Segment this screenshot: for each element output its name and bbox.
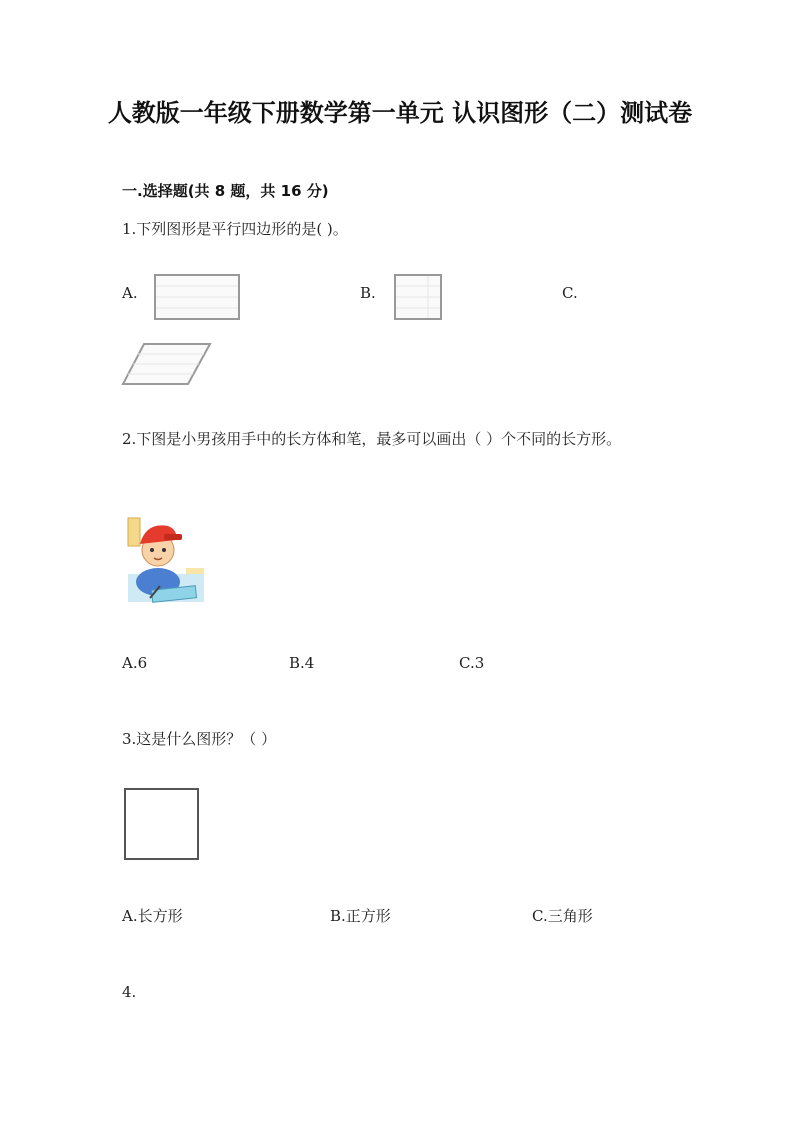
q3-square-figure xyxy=(122,786,202,862)
q3-option-a: A.长方形 xyxy=(122,907,183,925)
q1-option-b-square-figure xyxy=(392,272,444,322)
q3-option-c: C.三角形 xyxy=(532,907,593,925)
section-heading: 一.选择题(共 8 题，共 16 分) xyxy=(122,182,329,200)
q2-option-c: C.3 xyxy=(459,654,485,672)
q2-option-a: A.6 xyxy=(122,654,148,672)
q1-option-a-label: A. xyxy=(122,284,138,302)
question-2-text: 2.下图是小男孩用手中的长方体和笔，最多可以画出（ ）个不同的长方形。 xyxy=(122,430,622,448)
q1-option-a-rectangle-figure xyxy=(152,272,242,322)
q3-option-b: B.正方形 xyxy=(330,907,391,925)
q2-option-b: B.4 xyxy=(289,654,315,672)
boy-with-box-illustration xyxy=(126,516,206,606)
page-title: 人教版一年级下册数学第一单元 认识图形（二）测试卷 xyxy=(107,99,693,127)
question-4-text: 4. xyxy=(122,983,137,1001)
q1-option-c-label: C. xyxy=(562,284,578,302)
question-1-text: 1.下列图形是平行四边形的是( )。 xyxy=(122,220,348,238)
question-3-text: 3.这是什么图形？（ ） xyxy=(122,730,277,748)
q1-option-c-parallelogram-figure xyxy=(120,340,212,388)
q1-option-b-label: B. xyxy=(360,284,376,302)
